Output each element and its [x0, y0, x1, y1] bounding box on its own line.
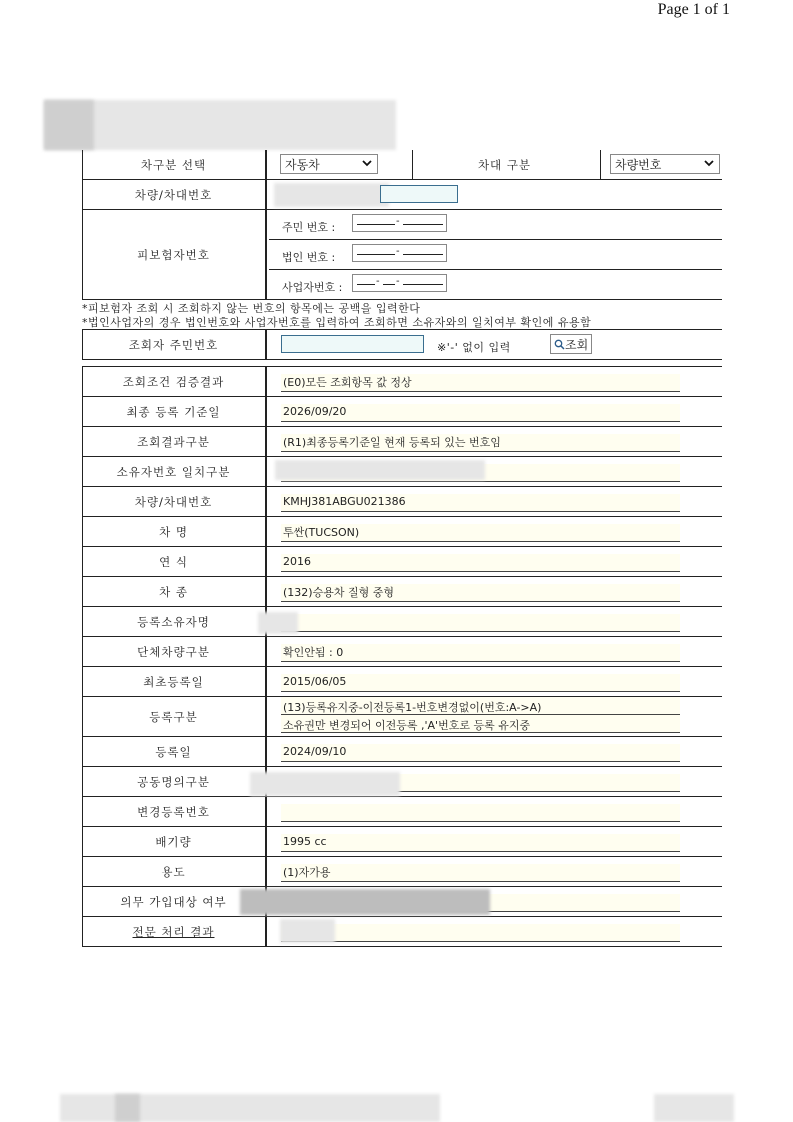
note-corporate: *법인사업자의 경우 법인번호와 사업자번호를 입력하여 조회하면 소유자와의 일치여부 확인에 유용함 — [82, 316, 592, 329]
result-row — [82, 487, 722, 517]
result-row — [82, 917, 722, 947]
result-label: 등록구분 — [82, 697, 267, 736]
search-button[interactable] — [550, 334, 592, 354]
result-value-cell — [269, 577, 712, 606]
redacted-value — [275, 460, 485, 480]
result-value-cell — [269, 797, 712, 826]
vehicle-inquiry-form — [82, 150, 722, 944]
note-blank: *피보험자 조회 시 조회하지 않는 번호의 항목에는 공백을 입력한다 — [82, 302, 421, 315]
result-value-cell — [269, 737, 712, 766]
vehicle-type-row — [82, 150, 722, 180]
result-value-cell — [269, 667, 712, 696]
result-value: 2016 — [283, 555, 311, 568]
redacted-vehicle-number — [274, 183, 389, 207]
result-label: 차 종 — [82, 577, 267, 606]
result-value-cell — [269, 827, 712, 856]
result-value: 2026/09/20 — [283, 405, 347, 418]
business-number-field[interactable]: - - — [352, 274, 447, 292]
result-value-cell — [269, 857, 712, 886]
redacted-footer-block — [115, 1094, 140, 1122]
result-value-cell — [269, 547, 712, 576]
result-label: 등록일 — [82, 737, 267, 766]
redacted-header — [44, 100, 396, 150]
redacted-footer-right — [654, 1094, 734, 1122]
resident-number-label: 주민 번호 : — [282, 221, 336, 234]
result-value: (132)승용차 질형 중형 — [283, 585, 394, 599]
inquirer-label: 조회자 주민번호 — [82, 330, 267, 359]
result-row — [82, 697, 722, 737]
result-label: 공동명의구분 — [82, 767, 267, 796]
inquirer-number-input[interactable] — [281, 335, 424, 353]
result-value: (E0)모든 조회항목 값 정상 — [283, 375, 412, 389]
result-row — [82, 797, 722, 827]
result-label: 의무 가입대상 여부 — [82, 887, 267, 916]
result-value: 확인안됨 : 0 — [283, 645, 344, 659]
result-row — [82, 887, 722, 917]
result-row — [82, 367, 722, 397]
result-row — [82, 547, 722, 577]
corporate-number-field[interactable]: - — [352, 244, 447, 262]
result-value: (1)자가용 — [283, 865, 331, 879]
redacted-value — [240, 889, 490, 915]
result-label: 최종 등록 기준일 — [82, 397, 267, 426]
vehicle-kind-selected: 차량번호 — [615, 157, 662, 172]
result-value-cell — [269, 637, 712, 666]
result-row — [82, 667, 722, 697]
vehicle-kind-select[interactable] — [610, 154, 720, 174]
corporate-number-label: 법인 번호 : — [282, 251, 336, 264]
result-label: 용도 — [82, 857, 267, 886]
result-value: 투싼(TUCSON) — [283, 525, 360, 539]
result-row — [82, 637, 722, 667]
result-label: 배기량 — [82, 827, 267, 856]
result-row — [82, 457, 722, 487]
result-value-cell — [269, 517, 712, 546]
vehicle-number-row — [82, 180, 722, 210]
result-row — [82, 577, 722, 607]
result-row — [82, 427, 722, 457]
vehicle-type-label: 차구분 선택 — [82, 150, 267, 179]
result-label: 조회조건 검증결과 — [82, 367, 267, 396]
vehicle-type-selected: 자동차 — [285, 157, 320, 172]
result-row — [82, 827, 722, 857]
result-row — [82, 857, 722, 887]
inquirer-hint: ※'-' 없이 입력 — [437, 341, 511, 354]
vehicle-number-label: 차량/차대번호 — [82, 180, 267, 209]
vehicle-kind-label: 차대 구분 — [477, 157, 532, 172]
result-row — [82, 767, 722, 797]
result-row — [82, 397, 722, 427]
result-label: 변경등록번호 — [82, 797, 267, 826]
result-label: 최초등록일 — [82, 667, 267, 696]
insured-number-row — [82, 210, 722, 300]
result-label: 전문 처리 결과 — [82, 917, 267, 946]
search-icon — [554, 339, 565, 350]
result-value-cell — [269, 697, 712, 736]
result-value: KMHJ381ABGU021386 — [283, 495, 406, 508]
search-button-label: 조회 — [565, 337, 589, 352]
inquirer-row — [82, 329, 722, 360]
redacted-value — [258, 612, 298, 634]
resident-number-field[interactable]: - — [352, 214, 447, 232]
result-label: 조회결과구분 — [82, 427, 267, 456]
vehicle-type-select[interactable] — [280, 154, 378, 174]
insured-number-label: 피보험자번호 — [82, 210, 267, 299]
result-value-detail: 소유권만 변경되어 이전등록 ,'A'번호로 등록 유지중 — [283, 719, 531, 732]
result-value: (13)등록유지중-이전등록1-번호변경없이(번호:A->A) — [283, 701, 542, 714]
page-indicator: Page 1 of 1 — [657, 1, 730, 18]
redacted-value — [250, 772, 400, 796]
result-row — [82, 517, 722, 547]
result-value-cell — [269, 607, 712, 636]
result-label: 연 식 — [82, 547, 267, 576]
result-row — [82, 737, 722, 767]
result-value: 1995 cc — [283, 835, 327, 848]
vehicle-number-input[interactable] — [380, 185, 458, 203]
result-label: 차 명 — [82, 517, 267, 546]
redacted-header-block — [44, 100, 94, 150]
result-value: (R1)최종등록기준일 현재 등록되 있는 번호임 — [283, 435, 501, 449]
result-table — [82, 366, 722, 945]
result-value-cell — [269, 397, 712, 426]
result-value-cell — [269, 487, 712, 516]
result-label: 차량/차대번호 — [82, 487, 267, 516]
result-label: 소유자번호 일치구분 — [82, 457, 267, 486]
result-value-cell — [269, 367, 712, 396]
result-row — [82, 607, 722, 637]
result-value-cell — [269, 427, 712, 456]
result-value-cell — [269, 917, 712, 946]
result-value: 2015/06/05 — [283, 675, 347, 688]
chevron-down-icon — [362, 158, 372, 168]
redacted-value — [280, 919, 335, 943]
result-label: 등록소유자명 — [82, 607, 267, 636]
result-label: 단체차량구분 — [82, 637, 267, 666]
business-number-label: 사업자번호 : — [282, 281, 343, 294]
chevron-down-icon — [704, 158, 714, 168]
result-value: 2024/09/10 — [283, 745, 347, 758]
